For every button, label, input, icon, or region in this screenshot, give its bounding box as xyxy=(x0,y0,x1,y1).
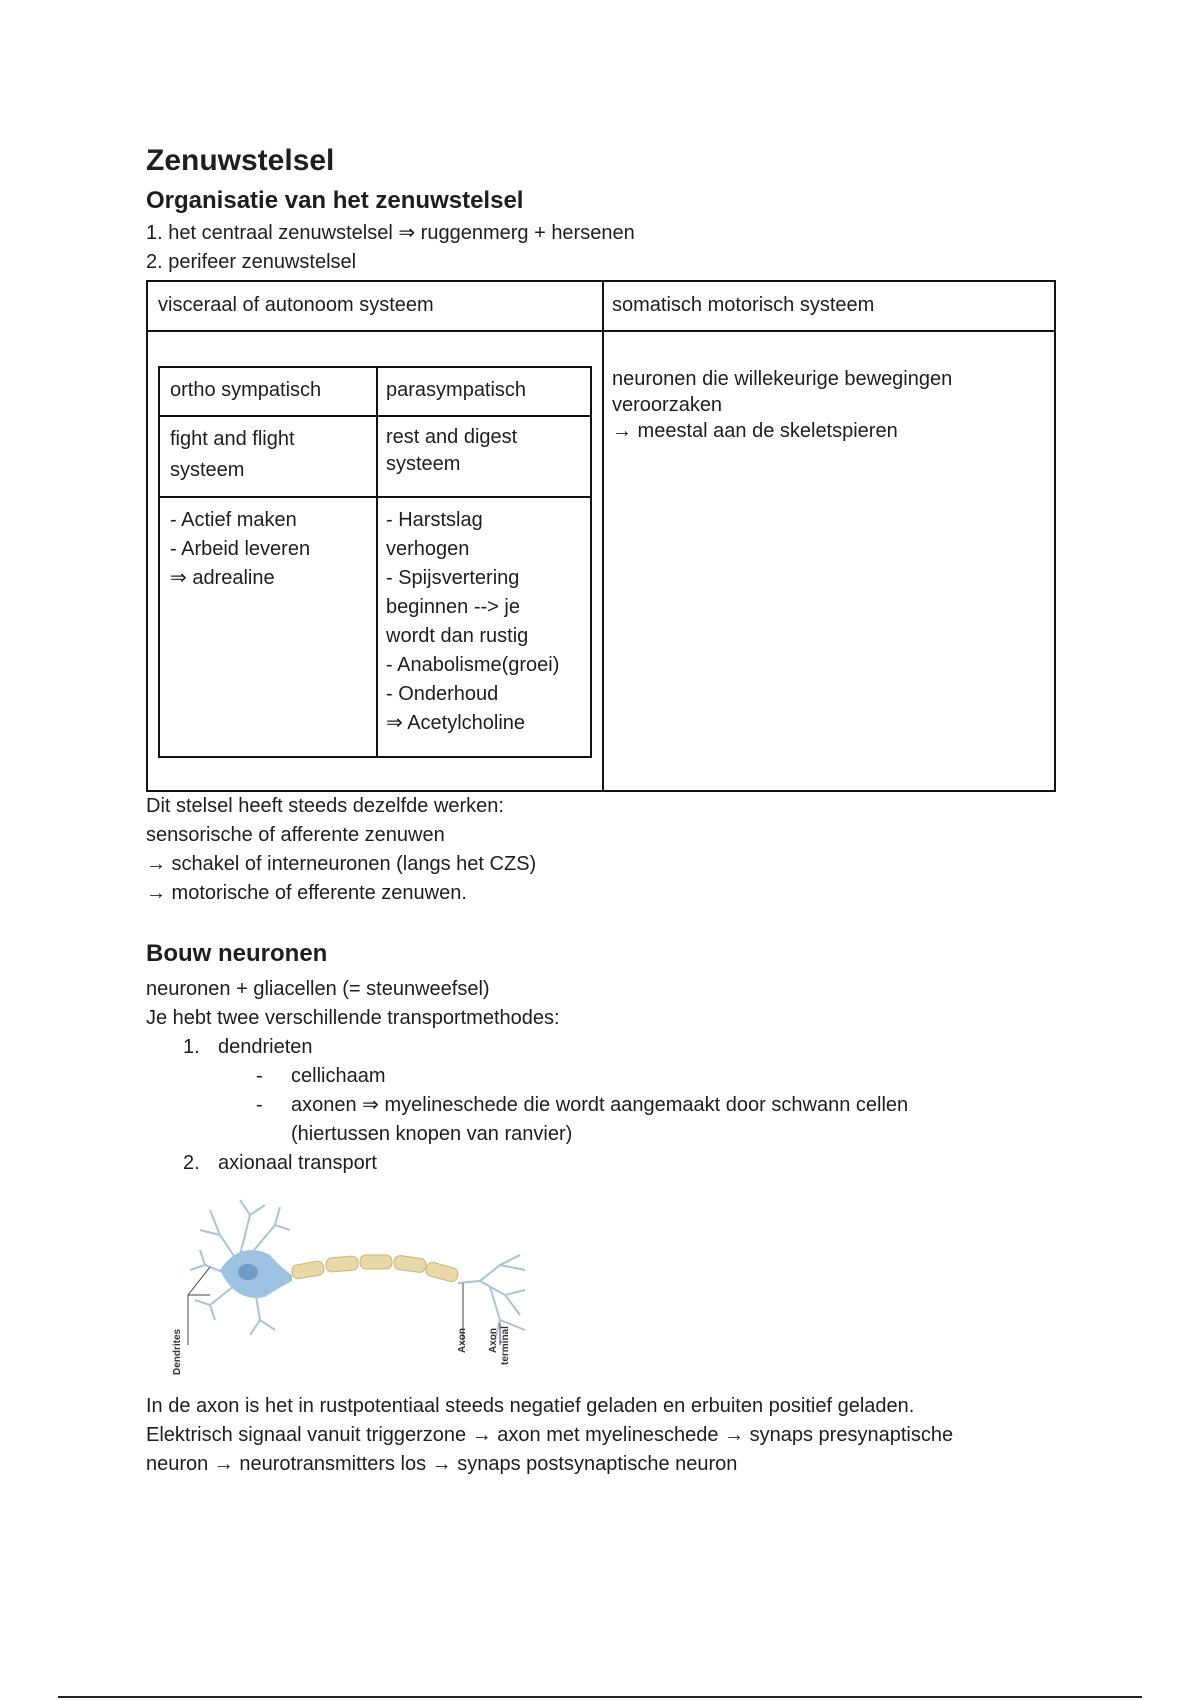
label-axon: Axon xyxy=(457,1328,468,1353)
text-line: In de axon is het in rustpotentiaal steeds negatief geladen en erbuiten positief geladen. xyxy=(146,1395,915,1417)
cell-para-list xyxy=(386,506,559,738)
text-line: Elektrisch signaal vanuit triggerzone → axon met myelineschede → synaps presynaptische xyxy=(146,1424,954,1446)
text-line: sensorische of afferente zenuwen xyxy=(146,824,445,846)
list-item: ⇒ Acetylcholine xyxy=(386,712,526,734)
list-item-axionaal: axionaal transport xyxy=(218,1152,377,1174)
list-item: verhogen xyxy=(386,538,470,560)
cell-rest-digest: rest and digest systeem xyxy=(386,426,518,475)
text-line: neuronen die willekeurige bewegingen xyxy=(612,368,953,390)
list-item: - Actief maken xyxy=(170,509,297,531)
header-ortho: ortho sympatisch xyxy=(170,379,322,401)
inner-table xyxy=(158,366,592,758)
bullet: - xyxy=(256,1065,263,1087)
neuron-diagram xyxy=(172,1195,550,1380)
section-heading-bouw: Bouw neuronen xyxy=(146,940,328,967)
closing-paragraph xyxy=(146,1392,953,1479)
label-dendrites: Dendrites xyxy=(172,1328,183,1375)
myelin-sheath-icon xyxy=(291,1255,459,1283)
bullet: - xyxy=(256,1094,263,1116)
text-line: neuron → neurotransmitters los → synaps postsynaptische neuron xyxy=(146,1453,738,1475)
nervous-system-table xyxy=(146,280,1056,792)
sub-item-axonen-cont: (hiertussen knopen van ranvier) xyxy=(291,1123,573,1145)
label-axon-terminal-2: terminal xyxy=(500,1326,511,1365)
text-line: 1. het centraal zenuwstelsel ⇒ ruggenmerg + hersenen xyxy=(146,222,635,244)
text-line: → meestal aan de skeletspieren xyxy=(612,420,898,442)
list-item: ⇒ adrealine xyxy=(170,567,275,589)
text-line: 2. perifeer zenuwstelsel xyxy=(146,251,357,273)
text-line: → motorische of efferente zenuwen. xyxy=(146,882,467,904)
after-table-text xyxy=(146,792,536,908)
text-line: Dit stelsel heeft steeds dezelfde werken: xyxy=(146,795,504,817)
text-line: neuronen + gliacellen (= steunweefsel) xyxy=(146,978,490,1000)
text-line: veroorzaken xyxy=(612,394,723,416)
list-number: 2. xyxy=(183,1152,200,1174)
page-bottom-rule xyxy=(58,1696,1142,1698)
cell-fight-flight: fight and flight systeem xyxy=(170,428,295,481)
sub-item-cellichaam: cellichaam xyxy=(291,1065,386,1087)
cell-somatic-text xyxy=(612,366,952,444)
page-title: Zenuwstelsel xyxy=(146,144,335,177)
cell-ortho-list xyxy=(170,506,310,593)
header-somatisch: somatisch motorisch systeem xyxy=(612,294,875,316)
section-heading-organisatie: Organisatie van het zenuwstelsel xyxy=(146,187,524,214)
text-line: → schakel of interneuronen (langs het CZS) xyxy=(146,853,537,875)
text-line: Je hebt twee verschillende transportmethodes: xyxy=(146,1007,560,1029)
list-item-dendrieten: dendrieten xyxy=(218,1036,313,1058)
list-item: - Spijsvertering xyxy=(386,567,520,589)
list-item: - Harstslag xyxy=(386,509,483,531)
label-axon-terminal: Axon xyxy=(488,1328,499,1353)
list-item: - Onderhoud xyxy=(386,683,499,705)
list-item: beginnen --> je xyxy=(386,596,520,618)
list-number: 1. xyxy=(183,1036,200,1058)
sub-item-axonen: axonen ⇒ myelineschede die wordt aangemaakt door schwann cellen xyxy=(291,1094,909,1116)
header-visceraal: visceraal of autonoom systeem xyxy=(158,294,434,316)
list-item: - Arbeid leveren xyxy=(170,538,311,560)
list-item: wordt dan rustig xyxy=(386,625,529,647)
list-item: - Anabolisme(groei) xyxy=(386,654,560,676)
header-parasympatisch: parasympatisch xyxy=(386,379,527,401)
